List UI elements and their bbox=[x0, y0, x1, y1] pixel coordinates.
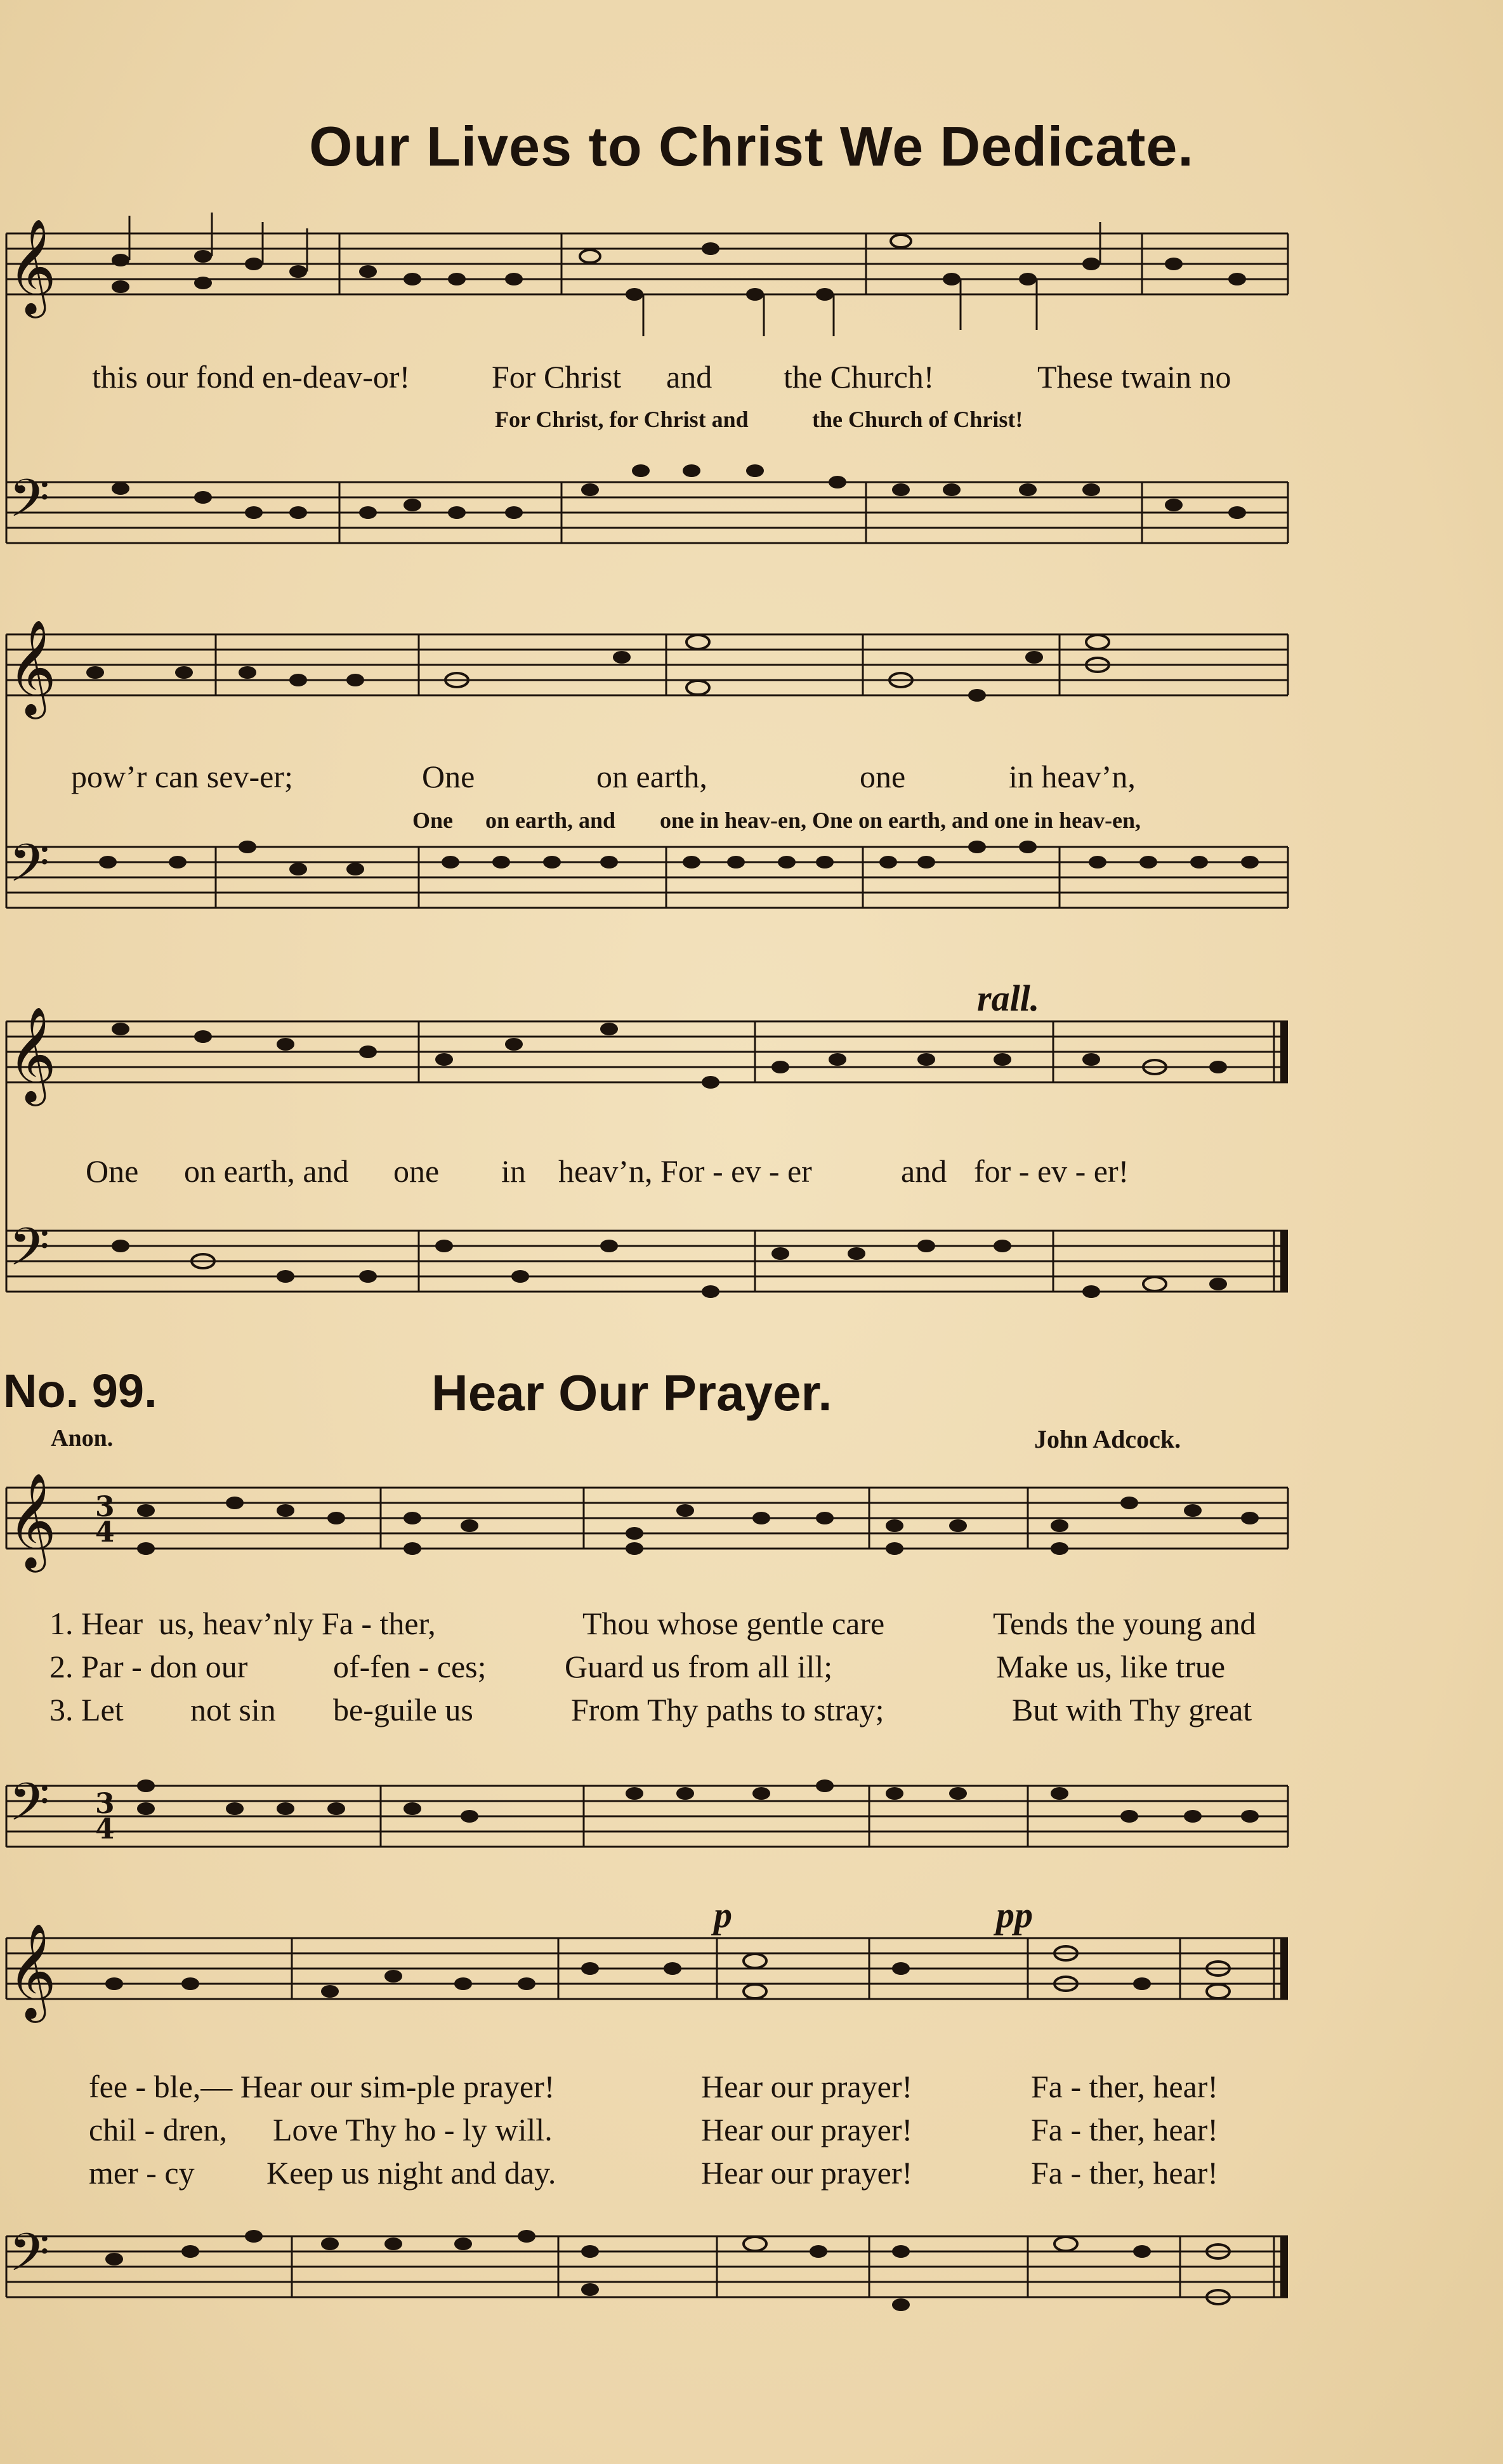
lyric-line: 3. Let bbox=[49, 1692, 124, 1727]
lyric-line: and bbox=[666, 359, 712, 395]
lyric-line: the Church! bbox=[784, 359, 935, 395]
music-staff-system bbox=[0, 1903, 1503, 2062]
hymn-number: No. 99. bbox=[3, 1365, 157, 1417]
lyric-line: on earth, bbox=[596, 759, 707, 794]
echo-lyric: one in heav-en, One on earth, and one in heav-en, bbox=[660, 808, 1141, 833]
music-staff-system bbox=[0, 1751, 1503, 1903]
lyric-line: this our fond en-deav-or! bbox=[92, 359, 410, 395]
lyric-line: From Thy paths to stray; bbox=[571, 1692, 884, 1727]
echo-lyric: One bbox=[412, 808, 454, 833]
lyric-line: and bbox=[901, 1153, 947, 1189]
echo-lyric: on earth, and bbox=[485, 808, 616, 833]
lyric-line: Tends the young and bbox=[993, 1606, 1256, 1641]
music-staff-system bbox=[0, 209, 1503, 590]
lyric-line: on earth, and bbox=[184, 1153, 349, 1189]
lyric-line: fee - ble,— Hear our sim-ple prayer! bbox=[89, 2069, 555, 2104]
svg-text:4: 4 bbox=[95, 1516, 115, 1549]
lyric-line: These twain no bbox=[1037, 359, 1231, 395]
svg-text:𝄢: 𝄢 bbox=[9, 468, 50, 542]
svg-text:𝄞: 𝄞 bbox=[8, 218, 56, 314]
svg-text:𝄞: 𝄞 bbox=[8, 619, 56, 715]
svg-text:𝄢: 𝄢 bbox=[9, 1216, 50, 1290]
lyric-line: But with Thy great bbox=[1012, 1692, 1252, 1727]
lyric-line: 2. Par - don our bbox=[49, 1649, 248, 1684]
lyric-line: One bbox=[422, 759, 475, 794]
svg-text:𝄞: 𝄞 bbox=[8, 1472, 56, 1568]
lyric-line: Hear our prayer! bbox=[701, 2069, 913, 2104]
music-credit: John Adcock. bbox=[1034, 1425, 1181, 1453]
lyric-line: for - ev - er! bbox=[974, 1153, 1129, 1189]
lyric-line: For Christ bbox=[492, 359, 622, 395]
lyric-line: chil - dren, bbox=[89, 2112, 227, 2147]
hymn-title: Our Lives to Christ We Dedicate. bbox=[309, 115, 1194, 178]
lyric-line: be-guile us bbox=[333, 1692, 473, 1727]
lyric-line: heav’n, For - ev - er bbox=[558, 1153, 812, 1189]
music-staff-system bbox=[0, 2201, 1503, 2366]
svg-text:𝄢: 𝄢 bbox=[9, 2222, 50, 2296]
echo-lyric: the Church of Christ! bbox=[812, 407, 1023, 432]
lyric-line: Guard us from all ill; bbox=[565, 1649, 833, 1684]
lyric-line: one bbox=[860, 759, 906, 794]
lyric-line: Fa - ther, hear! bbox=[1031, 2069, 1219, 2104]
lyric-line: 1. Hear bbox=[49, 1606, 143, 1641]
svg-text:𝄢: 𝄢 bbox=[9, 832, 50, 907]
lyric-line: Hear our prayer! bbox=[701, 2155, 913, 2191]
lyric-line: not sin bbox=[190, 1692, 276, 1727]
lyric-line: Keep us night and day. bbox=[266, 2155, 556, 2191]
svg-text:𝄞: 𝄞 bbox=[8, 1006, 56, 1102]
echo-lyric: For Christ, for Christ and bbox=[495, 407, 749, 432]
svg-text:𝄞: 𝄞 bbox=[8, 1922, 56, 2019]
lyric-line: Make us, like true bbox=[996, 1649, 1226, 1684]
lyric-line: Fa - ther, hear! bbox=[1031, 2112, 1219, 2147]
lyric-line: One bbox=[86, 1153, 139, 1189]
lyric-line: us, heav’nly Fa - ther, bbox=[159, 1606, 436, 1641]
lyric-line: Love Thy ho - ly will. bbox=[273, 2112, 553, 2147]
svg-text:𝄢: 𝄢 bbox=[9, 1771, 50, 1845]
lyric-line: Fa - ther, hear! bbox=[1031, 2155, 1219, 2191]
pianissimo-marking: pp bbox=[996, 1894, 1033, 1936]
words-credit: Anon. bbox=[51, 1425, 114, 1452]
piano-marking: p bbox=[714, 1894, 732, 1936]
svg-text:3: 3 bbox=[95, 1491, 115, 1523]
lyric-line: pow’r can sev-er; bbox=[71, 759, 293, 794]
hymn-title: Hear Our Prayer. bbox=[431, 1365, 832, 1421]
lyric-line: in bbox=[501, 1153, 526, 1189]
lyric-line: Hear our prayer! bbox=[701, 2112, 913, 2147]
rallentando-marking: rall. bbox=[977, 978, 1040, 1019]
lyric-line: Thou whose gentle care bbox=[582, 1606, 885, 1641]
lyric-line: of-fen - ces; bbox=[333, 1649, 487, 1684]
music-staff-system bbox=[0, 1453, 1503, 1618]
lyric-line: mer - cy bbox=[89, 2155, 195, 2191]
lyric-line: one bbox=[393, 1153, 440, 1189]
lyric-line: in heav’n, bbox=[1009, 759, 1136, 794]
svg-text:4: 4 bbox=[95, 1813, 115, 1845]
svg-text:3: 3 bbox=[95, 1788, 115, 1820]
